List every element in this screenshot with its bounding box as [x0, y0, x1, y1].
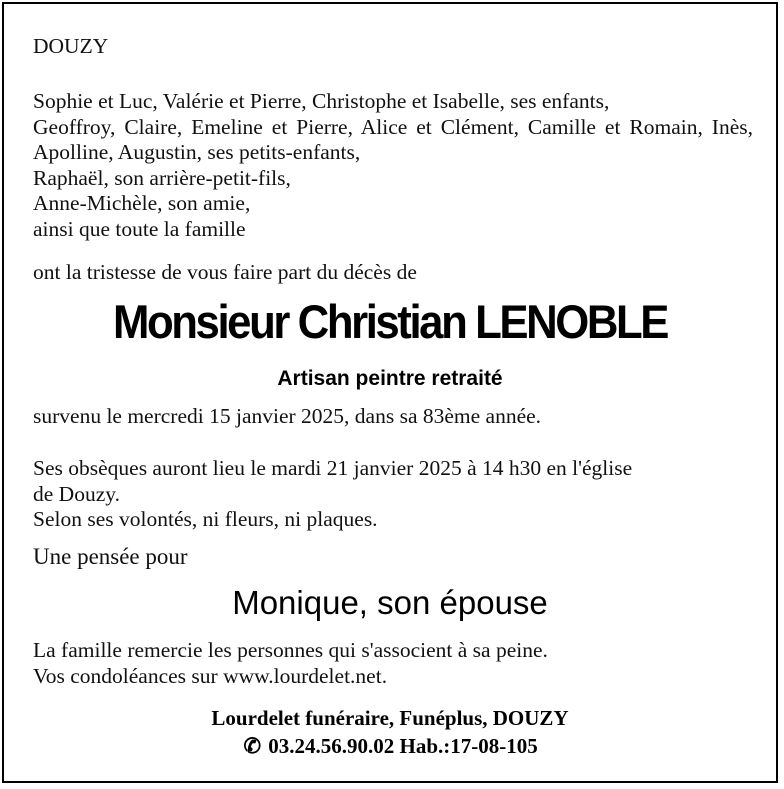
- deceased-name: Monsieur Christian LENOBLE: [113, 295, 667, 348]
- thanks-line-2: Vos condoléances sur www.lourdelet.net.: [33, 663, 388, 688]
- funeral-wishes: Selon ses volontés, ni fleurs, ni plaques.: [33, 507, 378, 531]
- family-grandchildren: Geoffroy, Claire, Emeline et Pierre, Alice et Clément, Camille et Romain, Inès, Apolline, Augustin, ses petits-enfants,: [33, 114, 753, 164]
- thought-intro: Une pensée pour: [33, 544, 188, 569]
- family-children: Sophie et Luc, Valérie et Pierre, Christophe et Isabelle, ses enfants,: [33, 89, 610, 113]
- funeral-line-1: Ses obsèques auront lieu le mardi 21 janvier 2025 à 14 h30 en l'église: [33, 456, 633, 480]
- family-friend: Anne-Michèle, son amie,: [33, 191, 251, 215]
- phone-number: 03.24.56.90.02 Hab.:17-08-105: [268, 734, 538, 758]
- thanks-line-1: La famille remercie les personnes qui s'associent à sa peine.: [33, 638, 548, 662]
- funeral-home-phone: [4, 732, 776, 760]
- funeral-home-name: Lourdelet funéraire, Funéplus, DOUZY: [211, 706, 569, 730]
- funeral-info: [33, 456, 632, 533]
- family-closing: ainsi que toute la famille: [33, 216, 246, 241]
- deceased-title: Artisan peintre retraité: [277, 367, 503, 390]
- family-great-grandchild: Raphaël, son arrière-petit-fils,: [33, 165, 291, 190]
- spouse-name: Monique, son épouse: [232, 584, 548, 621]
- funeral-line-2: de Douzy.: [33, 481, 120, 506]
- death-info: survenu le mercredi 15 janvier 2025, dans sa 83ème année.: [33, 404, 542, 428]
- obituary-notice: [2, 2, 778, 783]
- announcement-text: ont la tristesse de vous faire part du décès de: [33, 260, 417, 284]
- location-heading: DOUZY: [33, 34, 109, 58]
- thanks-text: [33, 638, 548, 689]
- family-list: [33, 89, 753, 242]
- phone-icon: ✆: [243, 734, 262, 758]
